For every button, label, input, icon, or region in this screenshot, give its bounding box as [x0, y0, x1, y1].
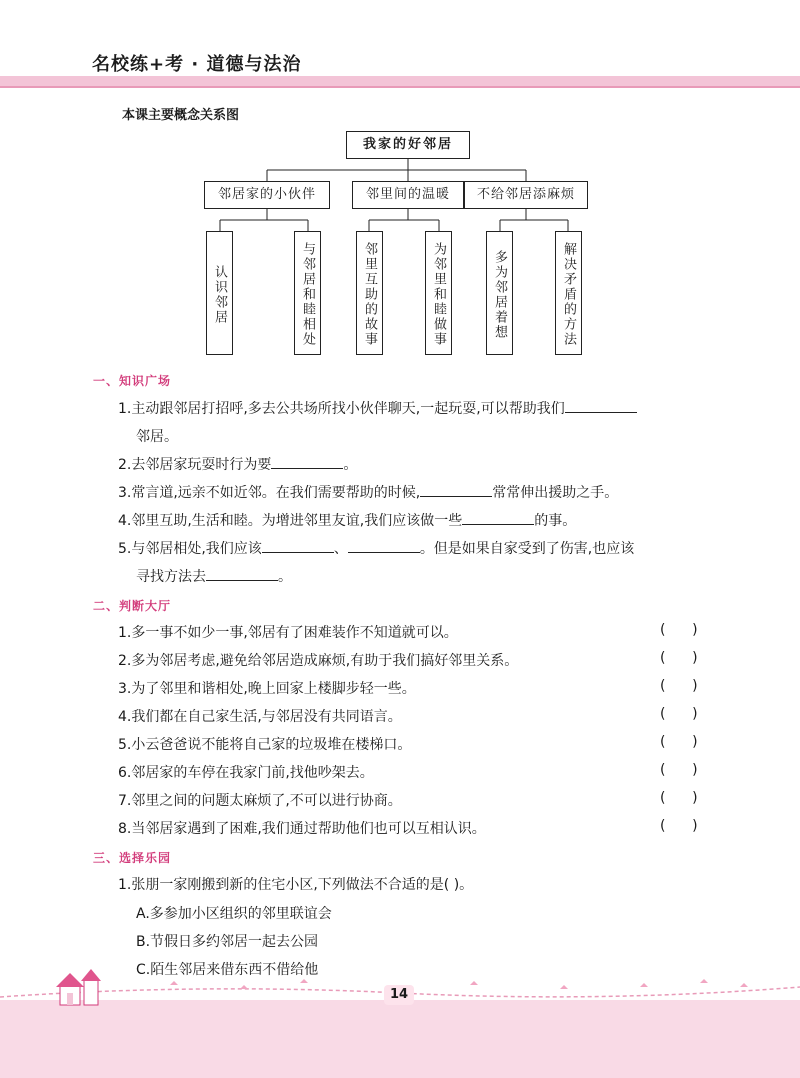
question-text: 的事。 — [534, 513, 577, 529]
question-text: 2.去邻居家玩耍时行为要 — [118, 457, 272, 473]
judgment-item: 2.多为邻居考虑,避免给邻居造成麻烦,有助于我们搞好邻里关系。 — [118, 653, 519, 669]
concept-map-title: 本课主要概念关系图 — [122, 108, 240, 123]
answer-blank[interactable] — [462, 510, 534, 525]
answer-blank[interactable] — [348, 538, 420, 553]
answer-paren[interactable]: ( ) — [660, 650, 698, 666]
section-title-judgment: 二、判断大厅 — [93, 599, 172, 613]
fill-in-question — [136, 566, 292, 586]
answer-paren[interactable]: ( ) — [660, 706, 698, 722]
concept-leaf-node: 与邻居和睦相处 — [294, 231, 321, 355]
judgment-item: 6.邻居家的车停在我家门前,找他吵架去。 — [118, 765, 374, 781]
answer-paren[interactable]: ( ) — [660, 734, 698, 750]
concept-branch-node: 不给邻居添麻烦 — [464, 181, 588, 209]
judgment-item: 7.邻里之间的问题太麻烦了,不可以进行协商。 — [118, 793, 402, 809]
section-title-knowledge: 一、知识广场 — [93, 374, 172, 388]
fill-in-question — [118, 482, 618, 502]
section-title-choice: 三、选择乐园 — [93, 851, 172, 865]
choice-option-a[interactable]: A.多参加小区组织的邻里联谊会 — [136, 906, 332, 922]
answer-paren[interactable]: ( ) — [660, 790, 698, 806]
answer-paren[interactable]: ( ) — [660, 622, 698, 638]
answer-paren[interactable]: ( ) — [660, 678, 698, 694]
judgment-item: 3.为了邻里和谐相处,晚上回家上楼脚步轻一些。 — [118, 681, 416, 697]
fill-in-question — [118, 538, 634, 558]
answer-blank[interactable] — [565, 398, 637, 413]
question-text: 寻找方法去 — [136, 569, 206, 585]
answer-blank[interactable] — [420, 482, 492, 497]
answer-blank[interactable] — [262, 538, 334, 553]
question-continuation: 邻居。 — [136, 429, 178, 445]
question-text: 、 — [333, 541, 348, 557]
question-text: 4.邻里互助,生活和睦。为增进邻里友谊,我们应该做一些 — [118, 513, 463, 529]
judgment-item: 4.我们都在自己家生活,与邻居没有共同语言。 — [118, 709, 402, 725]
choice-option-b[interactable]: B.节假日多约邻居一起去公园 — [136, 934, 319, 950]
judgment-item: 5.小云爸爸说不能将自己家的垃圾堆在楼梯口。 — [118, 737, 412, 753]
question-text: 5.与邻居相处,我们应该 — [118, 541, 262, 557]
concept-leaf-node: 邻里互助的故事 — [356, 231, 383, 355]
answer-paren[interactable]: ( ) — [660, 762, 698, 778]
choice-question: 1.张朋一家刚搬到新的住宅小区,下列做法不合适的是( )。 — [118, 877, 474, 893]
header-title: 名校练+考 · 道德与法治 — [92, 54, 302, 75]
concept-root-node: 我家的好邻居 — [346, 131, 470, 159]
choice-option-c[interactable]: C.陌生邻居来借东西不借给他 — [136, 962, 319, 978]
question-text: 1.主动跟邻居打招呼,多去公共场所找小伙伴聊天,一起玩耍,可以帮助我们 — [118, 401, 565, 417]
fill-in-question — [118, 398, 637, 418]
answer-paren[interactable]: ( ) — [660, 818, 698, 834]
footer-band — [0, 1000, 800, 1078]
question-text: 。 — [343, 457, 358, 473]
question-text: 。但是如果自家受到了伤害,也应该 — [419, 541, 635, 557]
fill-in-question — [118, 454, 357, 474]
fill-in-question — [118, 510, 576, 530]
house-icon — [50, 965, 110, 1010]
concept-branch-node: 邻里间的温暖 — [352, 181, 464, 209]
question-text: 3.常言道,远亲不如近邻。在我们需要帮助的时候, — [118, 485, 421, 501]
concept-leaf-node: 为邻里和睦做事 — [425, 231, 452, 355]
concept-leaf-node: 多为邻居着想 — [486, 231, 513, 355]
question-text: 常常伸出援助之手。 — [492, 485, 619, 501]
page-number: 14 — [384, 985, 414, 1005]
answer-blank[interactable] — [206, 566, 278, 581]
answer-blank[interactable] — [271, 454, 343, 469]
judgment-item: 8.当邻居家遇到了困难,我们通过帮助他们也可以互相认识。 — [118, 821, 486, 837]
judgment-item: 1.多一事不如少一事,邻居有了困难装作不知道就可以。 — [118, 625, 458, 641]
question-text: 。 — [278, 569, 292, 585]
concept-leaf-node: 认识邻居 — [206, 231, 233, 355]
concept-branch-node: 邻居家的小伙伴 — [204, 181, 330, 209]
concept-leaf-node: 解决矛盾的方法 — [555, 231, 582, 355]
